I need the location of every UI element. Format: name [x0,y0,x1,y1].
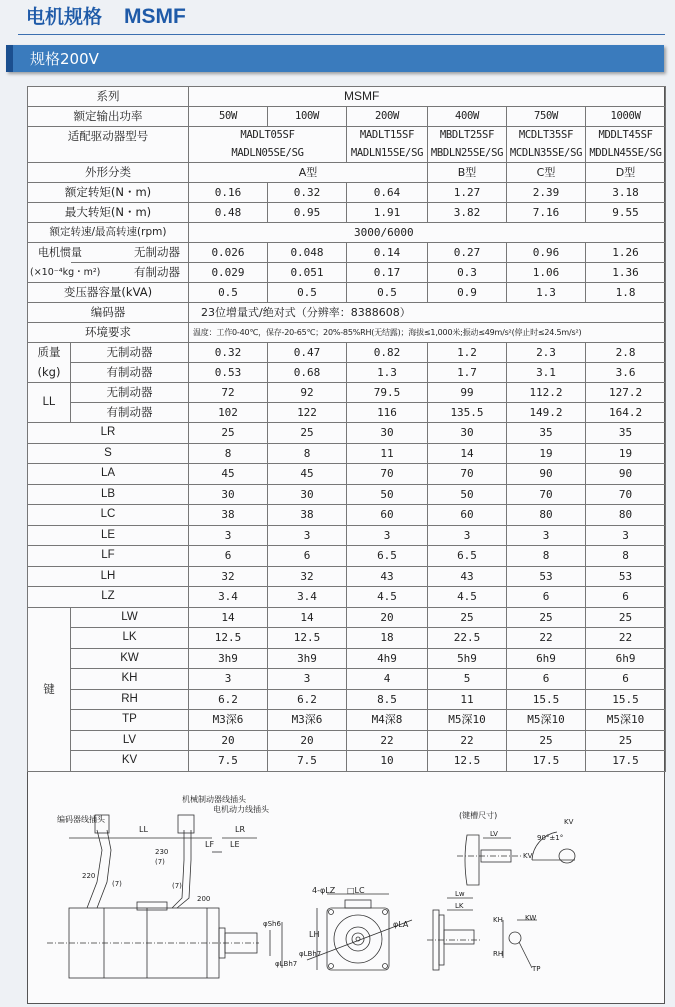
dim-lb: φLBh7 [275,960,298,968]
dim-kw: KW [525,914,537,922]
power-cell: 200W [347,107,428,127]
mass-cell: 1.3 [347,363,428,383]
max-torque-cell: 3.82 [428,203,507,223]
mass-cell: 1.7 [428,363,507,383]
dim-ll: LL [139,825,148,834]
dim-cell: 43 [428,566,507,587]
inertia-cell: 0.048 [268,243,347,263]
dim-rh: RH [493,950,504,958]
dim-kh: KH [493,916,503,924]
driver-cell: MCDLT35SF [507,127,586,145]
dim-label: LR [28,423,189,444]
driver-cell: MBDLN25SE/SG [428,145,507,163]
encoder-label: 编码器 [28,303,189,323]
ll-with-brake-label: 有制动器 [71,403,189,423]
key-dim-cell: 15.5 [586,689,666,710]
dim-cell: 45 [189,464,268,485]
transformer-cell: 0.5 [347,283,428,303]
dim-cell: 38 [189,505,268,526]
key-dim-label: LW [71,607,189,628]
dim-cell: 35 [507,423,586,444]
mass-cell: 0.82 [347,343,428,363]
dim-cell: 70 [586,484,666,505]
ll-cell: 99 [428,383,507,403]
ll-cell: 116 [347,403,428,423]
max-torque-cell: 0.95 [268,203,347,223]
mass-cell: 3.6 [586,363,666,383]
row-dim-lf [28,546,666,567]
key-dim-cell: 15.5 [507,689,586,710]
dim-cell: 38 [268,505,347,526]
dim-230: 230 [155,848,169,856]
dim-tp: TP [532,965,541,973]
title-divider [18,34,665,35]
dim-lw: Lw [455,890,465,898]
driver-cell: MDDLT45SF [586,127,666,145]
dim-cell: 3.4 [268,587,347,608]
inertia-no-brake-label: 无制动器 [71,243,189,263]
keyway-title: (键槽尺寸) [459,811,498,820]
ll-no-brake-label: 无制动器 [71,383,189,403]
key-dim-cell: 12.5 [268,628,347,649]
key-dim-cell: 22.5 [428,628,507,649]
dim-cell: 80 [507,505,586,526]
dim-cell: 3.4 [189,587,268,608]
key-dim-cell: 3h9 [268,648,347,669]
row-key-rh [28,689,666,710]
power-cell: 50W [189,107,268,127]
dim-lh: LH [309,930,320,939]
transformer-cell: 0.5 [189,283,268,303]
dim-angle: 90°±1° [537,834,564,842]
row-shape [28,163,666,183]
dim-cell: 25 [268,423,347,444]
dim-cell: 6 [268,546,347,567]
key-dim-cell: 18 [347,628,428,649]
row-key-kv [28,751,666,772]
dim-7-c: (7) [155,858,165,866]
key-dim-cell: M3深6 [189,710,268,731]
ll-label: LL [28,383,71,423]
row-key-tp [28,710,666,731]
dim-cell: 3 [347,525,428,546]
speed-value: 3000/6000 [189,223,666,243]
key-dim-cell: 6.2 [268,689,347,710]
dim-label: LF [28,546,189,567]
row-key-kw [28,648,666,669]
max-torque-label: 最大转矩(N・m) [28,203,189,223]
dim-cell: 30 [189,484,268,505]
max-torque-cell: 1.91 [347,203,428,223]
environment-label: 环境要求 [28,323,189,343]
dim-7-b: (7) [172,882,182,890]
dim-s: φSh6 [263,920,281,928]
row-dim-la [28,464,666,485]
key-dim-cell: 22 [586,628,666,649]
dim-cell: 6 [507,587,586,608]
key-dim-cell: 25 [507,730,586,751]
mass-cell: 0.68 [268,363,347,383]
key-dim-cell: 3 [268,669,347,690]
inertia-cell: 0.051 [268,263,347,283]
rated-torque-cell: 2.39 [507,183,586,203]
dim-label: LH [28,566,189,587]
ll-cell: 72 [189,383,268,403]
inertia-cell: 0.029 [189,263,268,283]
inertia-cell: 0.96 [507,243,586,263]
key-dim-cell: 8.5 [347,689,428,710]
dim-cell: 30 [347,423,428,444]
key-dim-cell: M5深10 [507,710,586,731]
key-dim-cell: 12.5 [189,628,268,649]
driver-cell: MADLT15SF [347,127,428,145]
key-dim-cell: 22 [507,628,586,649]
mass-cell: 0.53 [189,363,268,383]
key-dim-cell: M3深6 [268,710,347,731]
key-dim-cell: 20 [347,607,428,628]
dim-cell: 32 [189,566,268,587]
row-key-kh [28,669,666,690]
transformer-cell: 0.5 [268,283,347,303]
rated-torque-cell: 1.27 [428,183,507,203]
key-dim-cell: 6 [507,669,586,690]
power-cell: 100W [268,107,347,127]
rated-torque-cell: 0.16 [189,183,268,203]
flange-outline [327,908,389,970]
key-dim-cell: 25 [586,607,666,628]
row-mass-with-brake [28,363,666,383]
mass-cell: 1.2 [428,343,507,363]
key-dim-label: KW [71,648,189,669]
mass-cell: 2.8 [586,343,666,363]
row-key-lk [28,628,666,649]
dim-cell: 3 [586,525,666,546]
dim-cell: 14 [428,443,507,464]
row-encoder [28,303,666,323]
dim-cell: 3 [507,525,586,546]
dim-cell: 4.5 [428,587,507,608]
mass-no-brake-label: 无制动器 [71,343,189,363]
key-dim-cell: 4h9 [347,648,428,669]
key-dim-cell: 17.5 [507,751,586,772]
driver-cell: MADLN15SE/SG [347,145,428,163]
mass-cell: 2.3 [507,343,586,363]
key-dim-label: RH [71,689,189,710]
key-dim-cell: 6h9 [507,648,586,669]
transformer-cell: 1.8 [586,283,666,303]
shape-cell: B型 [428,163,507,183]
ll-cell: 92 [268,383,347,403]
dim-cell: 11 [347,443,428,464]
transformer-cell: 1.3 [507,283,586,303]
driver-cell: MCDLN35SE/SG [507,145,586,163]
row-inertia-no-brake [28,243,666,263]
spec-table [27,86,666,772]
transformer-cell: 0.9 [428,283,507,303]
key-dim-cell: M5深10 [586,710,666,731]
brake-connector-label: 机械制动器线插头 [182,795,246,804]
inertia-cell: 0.27 [428,243,507,263]
key-dim-cell: 20 [189,730,268,751]
inertia-cell: 1.26 [586,243,666,263]
dim-label: LB [28,484,189,505]
dim-cell: 3 [268,525,347,546]
key-dim-cell: 4 [347,669,428,690]
dim-cell: 80 [586,505,666,526]
row-ll-no-brake [28,383,666,403]
driver-cell: MADLN05SE/SG [189,145,347,163]
rated-torque-cell: 3.18 [586,183,666,203]
row-rated-power [28,107,666,127]
shape-cell: C型 [507,163,586,183]
inertia-with-brake-label: 有制动器 [71,263,189,283]
series-label: 系列 [28,87,189,107]
dim-cell: 90 [507,464,586,485]
page-title-cn: 电机规格 [26,6,103,28]
key-dim-cell: 25 [586,730,666,751]
dim-cell: 60 [347,505,428,526]
dim-cell: 43 [347,566,428,587]
dim-cell: 70 [347,464,428,485]
dim-cell: 45 [268,464,347,485]
dim-lb-front: φLBh7 [299,950,322,958]
mass-cell: 3.1 [507,363,586,383]
mass-with-brake-label: 有制动器 [71,363,189,383]
dim-cell: 53 [507,566,586,587]
dim-cell: 30 [268,484,347,505]
driver-label-text: 适配驱动器型号 [67,129,149,143]
inertia-cell: 1.06 [507,263,586,283]
key-dim-label: LK [71,628,189,649]
inertia-cell: 0.3 [428,263,507,283]
page-title [26,2,186,32]
dim-la: φLA [393,920,409,929]
dim-cell: 70 [507,484,586,505]
key-dim-cell: 10 [347,751,428,772]
dim-220: 220 [82,872,96,880]
dim-cell: 70 [428,464,507,485]
key-dim-cell: 5 [428,669,507,690]
max-torque-cell: 7.16 [507,203,586,223]
dim-cell: 8 [507,546,586,567]
driver-cell: MADLT05SF [189,127,347,145]
row-inertia-with-brake [28,263,666,283]
key-dim-cell: 25 [428,607,507,628]
power-cell: 750W [507,107,586,127]
dim-cell: 8 [268,443,347,464]
rated-torque-cell: 0.64 [347,183,428,203]
row-dim-lh [28,566,666,587]
dim-cell: 35 [586,423,666,444]
row-rated-torque [28,183,666,203]
dim-cell: 8 [189,443,268,464]
dim-lc: □LC [347,886,365,895]
inertia-cell: 0.026 [189,243,268,263]
row-dim-lc [28,505,666,526]
dim-cell: 3 [189,525,268,546]
key-dim-cell: 6.2 [189,689,268,710]
driver-cell: MDDLN45SE/SG [586,145,666,163]
ll-cell: 135.5 [428,403,507,423]
dim-cell: 60 [428,505,507,526]
ll-cell: 164.2 [586,403,666,423]
transformer-label: 变压器容量(kVA) [28,283,189,303]
dim-lr: LR [235,825,246,834]
key-dim-cell: M5深10 [428,710,507,731]
dim-kv-side: KV [523,852,533,860]
rated-power-label: 额定输出功率 [28,107,189,127]
inertia-cell: 0.17 [347,263,428,283]
power-cell: 1000W [586,107,666,127]
inertia-unit: (×10⁻⁴kg・m²) [28,263,71,283]
section-accent [6,45,13,72]
key-dim-cell: 20 [268,730,347,751]
dim-cell: 19 [586,443,666,464]
dim-label: S [28,443,189,464]
inertia-cell: 0.14 [347,243,428,263]
key-dim-label: KV [71,751,189,772]
key-dim-cell: 14 [189,607,268,628]
dim-cell: 53 [586,566,666,587]
dim-le: LE [230,840,240,849]
ll-cell: 122 [268,403,347,423]
max-torque-cell: 0.48 [189,203,268,223]
ll-cell: 127.2 [586,383,666,403]
key-dim-cell: 12.5 [428,751,507,772]
mass-label: 质量 [28,343,71,363]
driver-cell: MBDLT25SF [428,127,507,145]
key-dim-cell: 3 [189,669,268,690]
key-dim-cell: 17.5 [586,751,666,772]
encoder-connector-label: 编码器线插头 [57,815,105,824]
key-dim-cell: 7.5 [268,751,347,772]
shape-cell: A型 [189,163,428,183]
dim-cell: 32 [268,566,347,587]
dim-cell: 6.5 [347,546,428,567]
environment-value: 温度：工作0-40℃，保存-20-65℃；20%-85%RH(无结露)；海拔≤1,000米;振动≤49m/s²(停止时≤24.5m/s²) [189,323,666,343]
row-series [28,87,666,107]
key-dim-cell: 22 [428,730,507,751]
shape-cell: D型 [586,163,666,183]
rated-torque-cell: 0.32 [268,183,347,203]
dim-label: LE [28,525,189,546]
row-environment [28,323,666,343]
row-key-lw [28,607,666,628]
driver-label [28,127,189,163]
key-dim-cell: 11 [428,689,507,710]
key-dim-cell: 25 [507,607,586,628]
dim-label: LZ [28,587,189,608]
ll-cell: 112.2 [507,383,586,403]
row-dim-lb [28,484,666,505]
key-dim-label: KH [71,669,189,690]
key-dim-cell: 5h9 [428,648,507,669]
dim-cell: 6 [586,587,666,608]
speed-label: 额定转速/最高转速(rpm) [28,223,189,243]
row-mass-no-brake [28,343,666,363]
row-ll-with-brake [28,403,666,423]
ll-cell: 149.2 [507,403,586,423]
dim-cell: 4.5 [347,587,428,608]
key-dim-label: LV [71,730,189,751]
row-dim-lr [28,423,666,444]
dim-cell: 50 [428,484,507,505]
series-value: MSMF [189,87,666,107]
row-dim-s [28,443,666,464]
power-cell: 400W [428,107,507,127]
row-max-torque [28,203,666,223]
dim-cell: 6.5 [428,546,507,567]
section-header-bar [6,45,664,72]
max-torque-cell: 9.55 [586,203,666,223]
dim-cell: 50 [347,484,428,505]
dim-cell: 3 [428,525,507,546]
dim-7-a: (7) [112,880,122,888]
key-dim-cell: 6h9 [586,648,666,669]
dim-cell: 6 [189,546,268,567]
ll-cell: 102 [189,403,268,423]
key-dim-cell: 7.5 [189,751,268,772]
dim-lk: LK [455,902,464,910]
encoder-value: 23位增量式/绝对式（分辨率：8388608） [189,303,666,323]
row-key-lv [28,730,666,751]
shape-label: 外形分类 [28,163,189,183]
dim-lf: LF [205,840,215,849]
power-connector-label: 电机动力线插头 [213,805,269,814]
section-label: 规格200V [30,50,99,68]
dim-label: LA [28,464,189,485]
mass-unit: (kg) [28,363,71,383]
dim-200: 200 [197,895,211,903]
page-title-model: MSMF [124,5,186,28]
dimension-drawing [27,790,665,1004]
inertia-cell: 1.36 [586,263,666,283]
dim-cell: 19 [507,443,586,464]
row-driver-1 [28,127,666,145]
rated-torque-label: 额定转矩(N・m) [28,183,189,203]
key-dim-cell: 22 [347,730,428,751]
row-transformer [28,283,666,303]
key-dim-cell: 14 [268,607,347,628]
key-dim-cell: 6 [586,669,666,690]
dim-label: LC [28,505,189,526]
mass-cell: 0.47 [268,343,347,363]
dim-lz: 4-φLZ [312,886,336,895]
dim-cell: 8 [586,546,666,567]
mass-cell: 0.32 [189,343,268,363]
key-label: 键 [28,607,71,771]
inertia-label: 电机惯量 [28,243,71,263]
row-dim-le [28,525,666,546]
dim-lv: LV [490,830,498,838]
key-dim-cell: 3h9 [189,648,268,669]
row-dim-lz [28,587,666,608]
dim-cell: 25 [189,423,268,444]
dim-cell: 90 [586,464,666,485]
ll-cell: 79.5 [347,383,428,403]
dim-kv-top: KV [564,818,574,826]
row-speed [28,223,666,243]
key-dim-label: TP [71,710,189,731]
dim-cell: 30 [428,423,507,444]
key-dim-cell: M4深8 [347,710,428,731]
